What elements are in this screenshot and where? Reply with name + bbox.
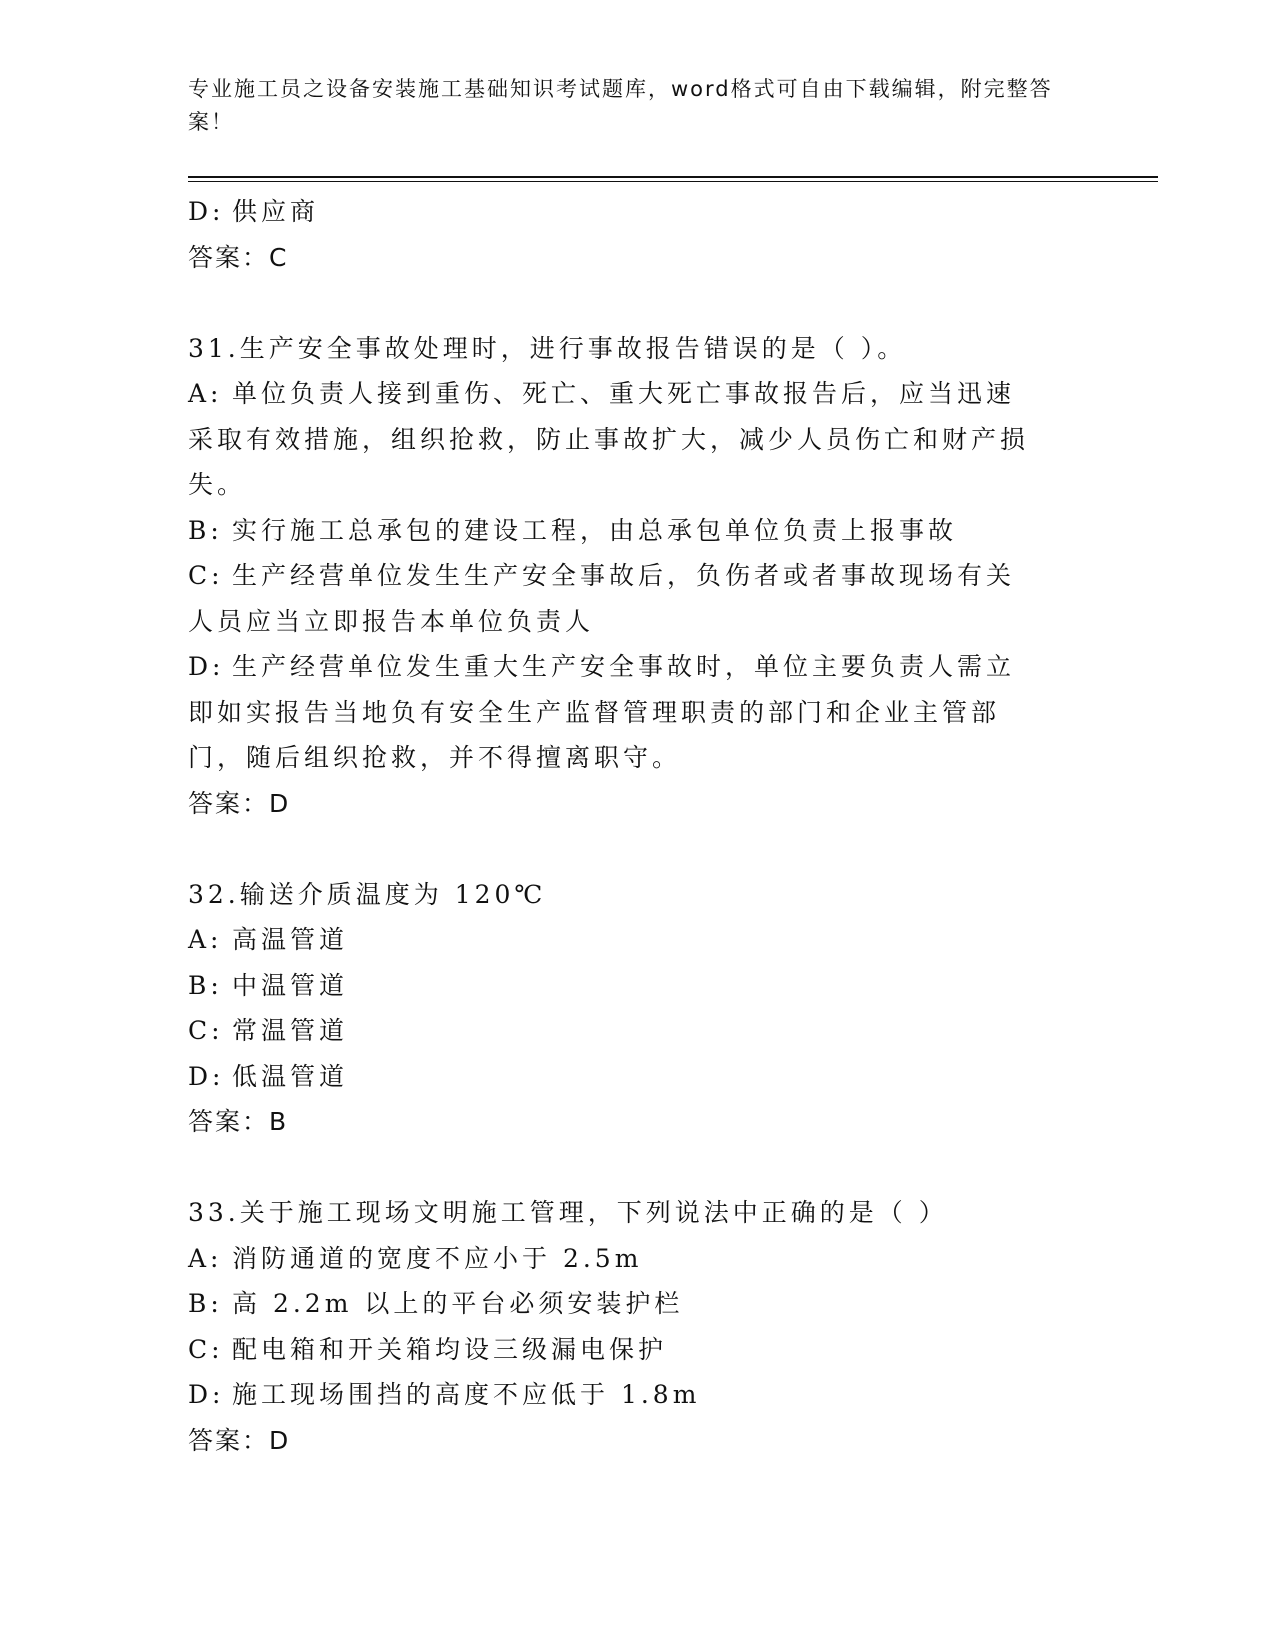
option-b (188, 963, 1088, 1009)
option-text: 配电箱和开关箱均设三级漏电保护 (232, 1334, 668, 1364)
document-body (188, 189, 1088, 1463)
option-text: 生产经营单位发生生产安全事故后，负伤者或者事故现场有关人员应当立即报告本单位负责人 (188, 561, 1016, 636)
header-rule-thin (188, 181, 1158, 182)
option-text: 供应商 (232, 197, 320, 226)
option-text: 单位负责人接到重伤、死亡、重大死亡事故报告后，应当迅速采取有效措施，组织抢救，防止事故扩大，减少人员伤亡和财产损失。 (188, 379, 1030, 499)
option-b (188, 508, 1088, 554)
option-text: 高 2.2m 以上的平台必须安装护栏 (232, 1289, 684, 1318)
option-key: B: (188, 1289, 223, 1318)
option-key: D: (188, 197, 225, 226)
option-a (188, 371, 1043, 508)
option-b (188, 1281, 1088, 1327)
option-key: C: (188, 1016, 224, 1045)
option-key: B: (188, 970, 223, 1000)
question-stem: 32.输送介质温度为 120℃ (188, 879, 547, 909)
option-a (188, 917, 1088, 963)
question-stem: 31.生产安全事故处理时，进行事故报告错误的是（ ）。 (188, 333, 907, 363)
option-key: D: (188, 1380, 225, 1409)
option-key: A: (188, 379, 223, 408)
option-text: 实行施工总承包的建设工程，由总承包单位负责上报事故 (232, 515, 958, 545)
option-c (188, 1327, 1088, 1373)
answer-line: 答案：D (188, 1425, 291, 1455)
option-d (188, 189, 1088, 235)
document-header (188, 73, 1068, 139)
question-stem: 33.关于施工现场文明施工管理，下列说法中正确的是（ ） (188, 1198, 948, 1227)
spacer (188, 826, 1088, 872)
option-key: D: (188, 652, 225, 681)
option-c (188, 553, 1043, 644)
option-a (188, 1236, 1088, 1282)
option-key: C: (188, 561, 224, 590)
answer-line: 答案：D (188, 788, 291, 818)
header-rule-thick (188, 176, 1158, 178)
option-c (188, 1008, 1088, 1054)
option-text: 高温管道 (232, 925, 349, 954)
spacer (188, 1145, 1088, 1191)
option-d (188, 1054, 1088, 1100)
option-key: D: (188, 1061, 225, 1091)
option-text: 消防通道的宽度不应小于 2.5m (232, 1243, 643, 1273)
option-key: C: (188, 1334, 224, 1364)
option-text: 常温管道 (232, 1016, 349, 1045)
option-text: 低温管道 (232, 1061, 349, 1091)
option-key: A: (188, 1243, 223, 1273)
option-d (188, 1372, 1088, 1418)
option-d (188, 644, 1043, 781)
option-key: B: (188, 515, 223, 545)
option-text: 中温管道 (232, 970, 349, 1000)
option-text: 施工现场围挡的高度不应低于 1.8m (232, 1380, 701, 1409)
answer-line: 答案：C (188, 242, 289, 272)
spacer (188, 280, 1088, 326)
header-title: 专业施工员之设备安装施工基础知识考试题库，word格式可自由下载编辑，附完整答案！ (188, 77, 1053, 134)
answer-line: 答案：B (188, 1107, 289, 1136)
option-text: 生产经营单位发生重大生产安全事故时，单位主要负责人需立即如实报告当地负有安全生产监督管理职责的部门和企业主管部门，随后组织抢救，并不得擅离职守。 (188, 652, 1016, 772)
option-key: A: (188, 925, 223, 954)
